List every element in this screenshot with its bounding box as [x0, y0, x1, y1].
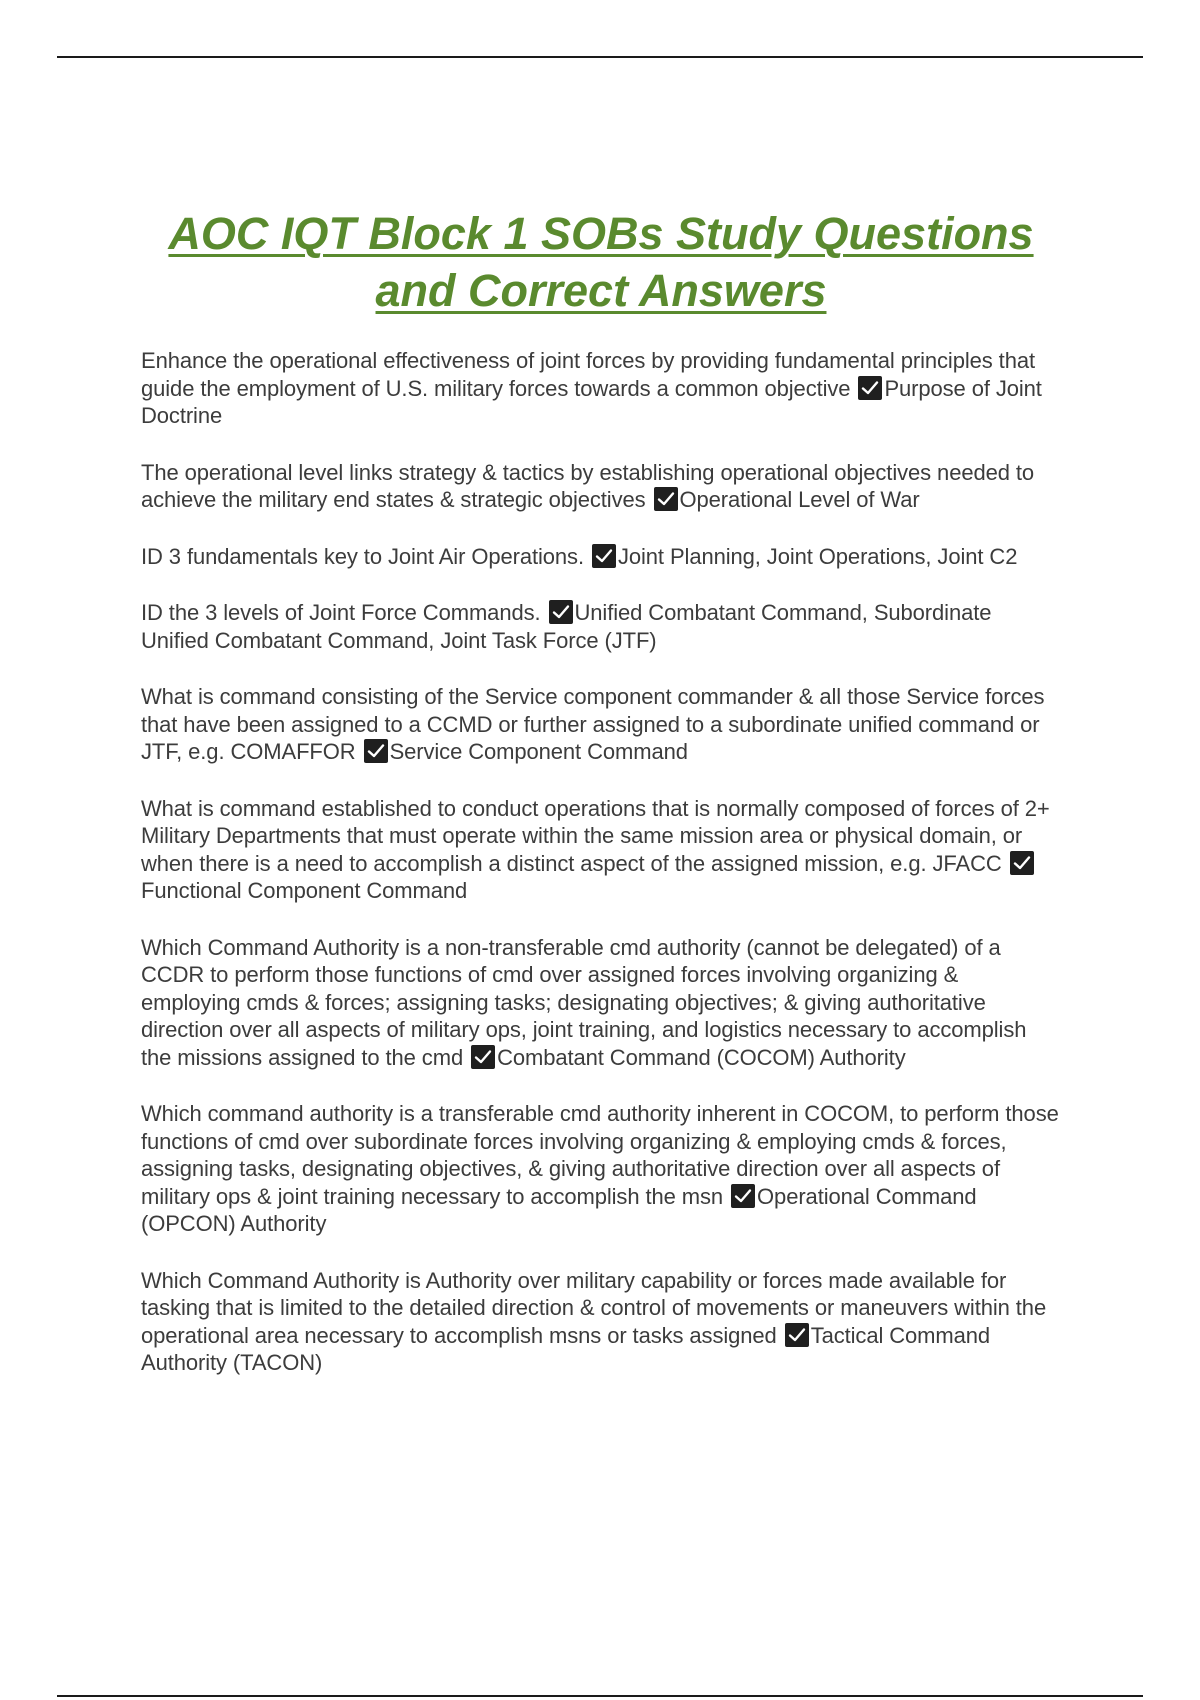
question-text: Which Command Authority is Authority over military capability or forces made available for tasking that is limited to the detailed direction & control of movements or maneuvers within the operational area necessary to accomplish msns or tasks assigned — [141, 1267, 1047, 1348]
qa-list — [141, 347, 1061, 1377]
checkmark-box-icon — [654, 487, 678, 511]
question-text: The operational level links strategy & tactics by establishing operational objectives needed to achieve the military end states & strategic objectives — [141, 459, 1035, 512]
qa-item — [141, 1100, 1061, 1238]
bottom-rule — [57, 1695, 1143, 1697]
question-text: Which command authority is a transferable cmd authority inherent in COCOM, to perform those functions of cmd over subordinate forces involving organizing & employing cmds & forces, assigning tasks, designating objectives, & giving authoritative direction over all aspects of military ops & joint training necessary to accomplish the msn — [141, 1101, 1059, 1209]
checkmark-box-icon — [1010, 851, 1034, 875]
answer-text: Operational Level of War — [679, 487, 920, 512]
question-text: What is command consisting of the Service component commander & all those Service forces that have been assigned to a CCMD or further assigned to a subordinate unified command or JTF, e.g. COMAFFOR — [141, 684, 1045, 764]
qa-item — [141, 934, 1061, 1072]
answer-text: Unified Combatant Command, Subordinate Unified Combatant Command, Joint Task Force (JTF) — [141, 600, 992, 653]
qa-item — [141, 459, 1061, 514]
checkmark-box-icon — [592, 544, 616, 568]
answer-text: Purpose of Joint Doctrine — [141, 375, 1042, 428]
answer-text: Service Component Command — [389, 739, 688, 764]
qa-item — [141, 599, 1061, 654]
question-text: Which Command Authority is a non-transferable cmd authority (cannot be delegated) of a CCDR to perform those functions of cmd over assigned forces involving organizing & employing cmds & forces; assigning tasks; designating objectives; & giving authoritative direction over all aspects of military ops, joint training, and logistics necessary to accomplish the missions assigned to the cmd — [141, 934, 1027, 1070]
question-text: ID the 3 levels of Joint Force Commands. — [141, 600, 541, 625]
answer-text: Joint Planning, Joint Operations, Joint C2 — [617, 543, 1018, 569]
checkmark-box-icon — [471, 1045, 495, 1069]
qa-item — [141, 795, 1061, 905]
qa-item — [141, 543, 1061, 571]
qa-item — [141, 1267, 1061, 1377]
checkmark-box-icon — [858, 376, 882, 400]
answer-text: Combatant Command (COCOM) Authority — [497, 1044, 906, 1070]
checkmark-box-icon — [364, 739, 388, 763]
document-title: AOC IQT Block 1 SOBs Study Questions and Correct Answers — [168, 208, 1034, 316]
question-text: ID 3 fundamentals key to Joint Air Operations. — [141, 543, 584, 569]
answer-text: Operational Command (OPCON) Authority — [141, 1183, 977, 1236]
question-text: Enhance the operational effectiveness of joint forces by providing fundamental principles that guide the employment of U.S. military forces towards a common objective — [141, 348, 1035, 401]
top-rule — [57, 56, 1143, 58]
document-body — [141, 205, 1061, 1406]
qa-item — [141, 683, 1061, 766]
answer-text: Functional Component Command — [141, 878, 468, 903]
question-text: What is command established to conduct operations that is normally composed of forces of 2+ Military Departments that must operate within the same mission area or physical domain, or when there is a need to accomplish a distinct aspect of the assigned mission, e.g. JFACC — [141, 795, 1050, 876]
checkmark-box-icon — [549, 600, 573, 624]
qa-item — [141, 347, 1061, 430]
answer-text: Tactical Command Authority (TACON) — [141, 1322, 991, 1375]
checkmark-box-icon — [785, 1323, 809, 1347]
checkmark-box-icon — [731, 1184, 755, 1208]
